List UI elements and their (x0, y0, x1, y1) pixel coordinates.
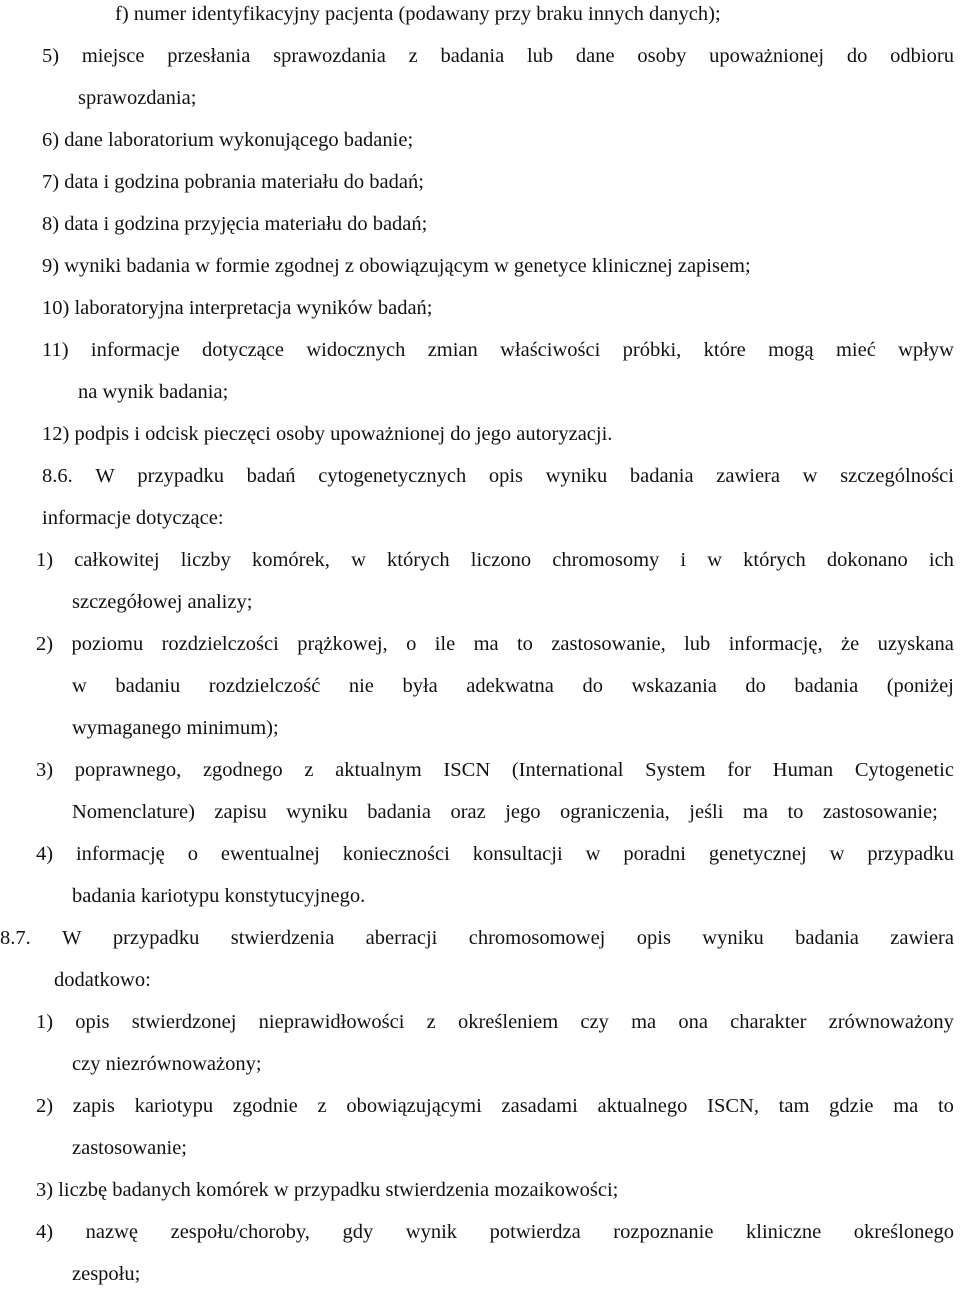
word: zrównoważony (828, 1011, 954, 1033)
word: zasadami (501, 1095, 578, 1117)
text-line: zespołu; (72, 1263, 141, 1285)
word: próbki, (622, 339, 682, 361)
word: jeśli (689, 801, 724, 823)
word: miejsce (81, 45, 145, 67)
word: o (406, 633, 417, 655)
word: ograniczenia, (559, 801, 670, 823)
word: badania (367, 801, 431, 823)
text-line: 7) data i godzina pobrania materiału do badań; (42, 171, 424, 193)
text-line: 10) laboratoryjna interpretacja wyników badań; (42, 297, 433, 319)
word: 8.6. (42, 465, 73, 487)
word: dotyczące (202, 339, 284, 361)
word: jego (505, 801, 541, 823)
word: prążkowej, (297, 633, 388, 655)
word: aberracji (365, 927, 438, 949)
word: wyniku (286, 801, 348, 823)
word: Nomenclature) (72, 801, 195, 823)
word: w (829, 843, 845, 865)
word: wynik (405, 1221, 458, 1243)
word: opis (75, 1011, 110, 1033)
word: uzyskana (877, 633, 954, 655)
word: wpływ (898, 339, 954, 361)
word: charakter (730, 1011, 807, 1033)
word: poradni (623, 843, 686, 865)
text-line: zastosowanie; (72, 1137, 187, 1159)
word: konsultacji (472, 843, 563, 865)
word: to (937, 1095, 954, 1117)
word: których (743, 549, 806, 571)
word: badania (629, 465, 694, 487)
word: dokonano (826, 549, 908, 571)
word: zmian (427, 339, 478, 361)
word: w (72, 675, 87, 697)
word: aktualnym (335, 759, 422, 781)
text-line (36, 844, 954, 865)
word: szczególności (840, 465, 954, 487)
word: nazwę (85, 1221, 139, 1243)
word: ma (893, 1095, 919, 1117)
word: genetycznej (708, 843, 807, 865)
word: to (787, 801, 804, 823)
word: opis (488, 465, 524, 487)
word: (International (511, 759, 624, 781)
word: rozdzielczości (161, 633, 279, 655)
word: do (846, 45, 868, 67)
word: w (351, 549, 366, 571)
word: chromosomy (552, 549, 660, 571)
word: przesłania (167, 45, 251, 67)
word: w (707, 549, 723, 571)
word: wskazania (631, 675, 717, 697)
text-line: f) numer identyfikacyjny pacjenta (podawany przy braku innych danych); (115, 3, 721, 25)
text-line: badania kariotypu konstytucyjnego. (72, 885, 366, 907)
word: 2) (36, 1095, 54, 1117)
word: ISCN, (707, 1095, 759, 1117)
text-line (36, 1222, 954, 1243)
text-line (36, 550, 954, 571)
word: lub (684, 633, 711, 655)
word: gdzie (829, 1095, 874, 1117)
text-line: 8) data i godzina przyjęcia materiału do badań; (42, 213, 428, 235)
word: w (585, 843, 601, 865)
word: zgodnie (232, 1095, 298, 1117)
word: liczono (470, 549, 532, 571)
word: upoważnionej (709, 45, 825, 67)
word: liczby (180, 549, 231, 571)
text-line: sprawozdania; (78, 87, 197, 109)
word: poprawnego, (74, 759, 182, 781)
text-line (42, 46, 954, 67)
word: potwierdza (489, 1221, 581, 1243)
word: nie (348, 675, 374, 697)
word: stwierdzonej (131, 1011, 237, 1033)
section-heading (0, 928, 954, 949)
text-line: czy niezrównoważony; (72, 1053, 262, 1075)
text-line (36, 1096, 954, 1117)
word: dane (575, 45, 615, 67)
word: zawiera (890, 927, 954, 949)
text-line (36, 760, 954, 781)
word: badania (440, 45, 505, 67)
word: że (840, 633, 860, 655)
word: zapisu (214, 801, 267, 823)
word: wyniku (545, 465, 608, 487)
word: nieprawidłowości (258, 1011, 405, 1033)
text-line (42, 340, 954, 361)
word: rozpoznanie (613, 1221, 714, 1243)
word: całkowitej (74, 549, 160, 571)
word: informację, (728, 633, 823, 655)
word: ISCN (443, 759, 491, 781)
text-line: dodatkowo: (54, 969, 151, 991)
word: i (680, 549, 687, 571)
word: określeniem (457, 1011, 559, 1033)
text-line (72, 802, 938, 823)
word: 3) (36, 759, 54, 781)
word: widocznych (306, 339, 406, 361)
word: ma (631, 1011, 657, 1033)
word: informacje (90, 339, 180, 361)
word: 1) (36, 549, 54, 571)
word: oraz (450, 801, 486, 823)
word: badania (794, 675, 859, 697)
word: sprawozdania (273, 45, 386, 67)
word: wyniku (702, 927, 764, 949)
word: 2) (36, 633, 54, 655)
text-line (36, 1012, 954, 1033)
word: for (727, 759, 752, 781)
word: W (62, 927, 82, 949)
word: mogą (768, 339, 814, 361)
word: z (304, 759, 314, 781)
word: z (426, 1011, 436, 1033)
word: czy (580, 1011, 609, 1033)
word: określonego (853, 1221, 954, 1243)
word: mieć (835, 339, 876, 361)
word: adekwatna (466, 675, 554, 697)
word: kliniczne (746, 1221, 822, 1243)
word: zastosowanie, (551, 633, 666, 655)
text-line: na wynik badania; (78, 381, 229, 403)
text-line (36, 634, 954, 655)
word: zastosowanie; (822, 801, 938, 823)
word: zespołu/choroby, (170, 1221, 310, 1243)
word: odbioru (890, 45, 954, 67)
word: poziomu (71, 633, 144, 655)
word: była (402, 675, 438, 697)
word: ma (473, 633, 499, 655)
word: informację (75, 843, 165, 865)
text-line: wymaganego minimum); (72, 717, 279, 739)
text-line: 3) liczbę badanych komórek w przypadku stwierdzenia mozaikowości; (36, 1179, 619, 1201)
word: Cytogenetic (854, 759, 954, 781)
word: Human (772, 759, 834, 781)
text-line (72, 676, 954, 697)
word: komórek, (251, 549, 330, 571)
text-line: informacje dotyczące: (42, 507, 224, 529)
word: z (317, 1095, 327, 1117)
word: 1) (36, 1011, 54, 1033)
word: ich (928, 549, 954, 571)
word: badań (246, 465, 296, 487)
word: konieczności (342, 843, 450, 865)
text-line: szczegółowej analizy; (72, 591, 253, 613)
word: właściwości (500, 339, 601, 361)
text-line: 9) wyniki badania w formie zgodnej z obowiązującym w genetyce klinicznej zapisem; (42, 255, 751, 277)
word: kariotypu (134, 1095, 214, 1117)
word: rozdzielczość (208, 675, 321, 697)
word: W (95, 465, 115, 487)
word: przypadku (867, 843, 954, 865)
word: w (802, 465, 818, 487)
word: 11) (42, 339, 69, 361)
word: gdy (342, 1221, 374, 1243)
word: 4) (36, 843, 54, 865)
word: ona (678, 1011, 708, 1033)
word: chromosomowej (468, 927, 606, 949)
word: ile (434, 633, 456, 655)
word: z (408, 45, 418, 67)
word: do (582, 675, 603, 697)
word: cytogenetycznych (318, 465, 467, 487)
word: lub (526, 45, 554, 67)
word: przypadku (137, 465, 224, 487)
word: 4) (36, 1221, 54, 1243)
word: System (645, 759, 706, 781)
word: do (745, 675, 766, 697)
word: obowiązującymi (346, 1095, 482, 1117)
word: osoby (637, 45, 687, 67)
word: o (187, 843, 198, 865)
word: zgodnego (202, 759, 283, 781)
text-line: 12) podpis i odcisk pieczęci osoby upoważnionej do jego autoryzacji. (42, 423, 613, 445)
word: których (387, 549, 450, 571)
word: badania (795, 927, 859, 949)
word: 5) (42, 45, 60, 67)
word: (poniżej (886, 675, 954, 697)
word: opis (636, 927, 671, 949)
word: to (516, 633, 533, 655)
text-line: 6) dane laboratorium wykonującego badanie; (42, 129, 414, 151)
word: aktualnego (597, 1095, 688, 1117)
word: które (703, 339, 746, 361)
word: ma (742, 801, 768, 823)
word: 8.7. (0, 927, 31, 949)
word: zapis (72, 1095, 115, 1117)
word: stwierdzenia (230, 927, 335, 949)
section-heading (42, 466, 954, 487)
word: tam (778, 1095, 810, 1117)
word: zawiera (716, 465, 780, 487)
word: badaniu (115, 675, 181, 697)
word: ewentualnej (220, 843, 320, 865)
word: przypadku (112, 927, 200, 949)
